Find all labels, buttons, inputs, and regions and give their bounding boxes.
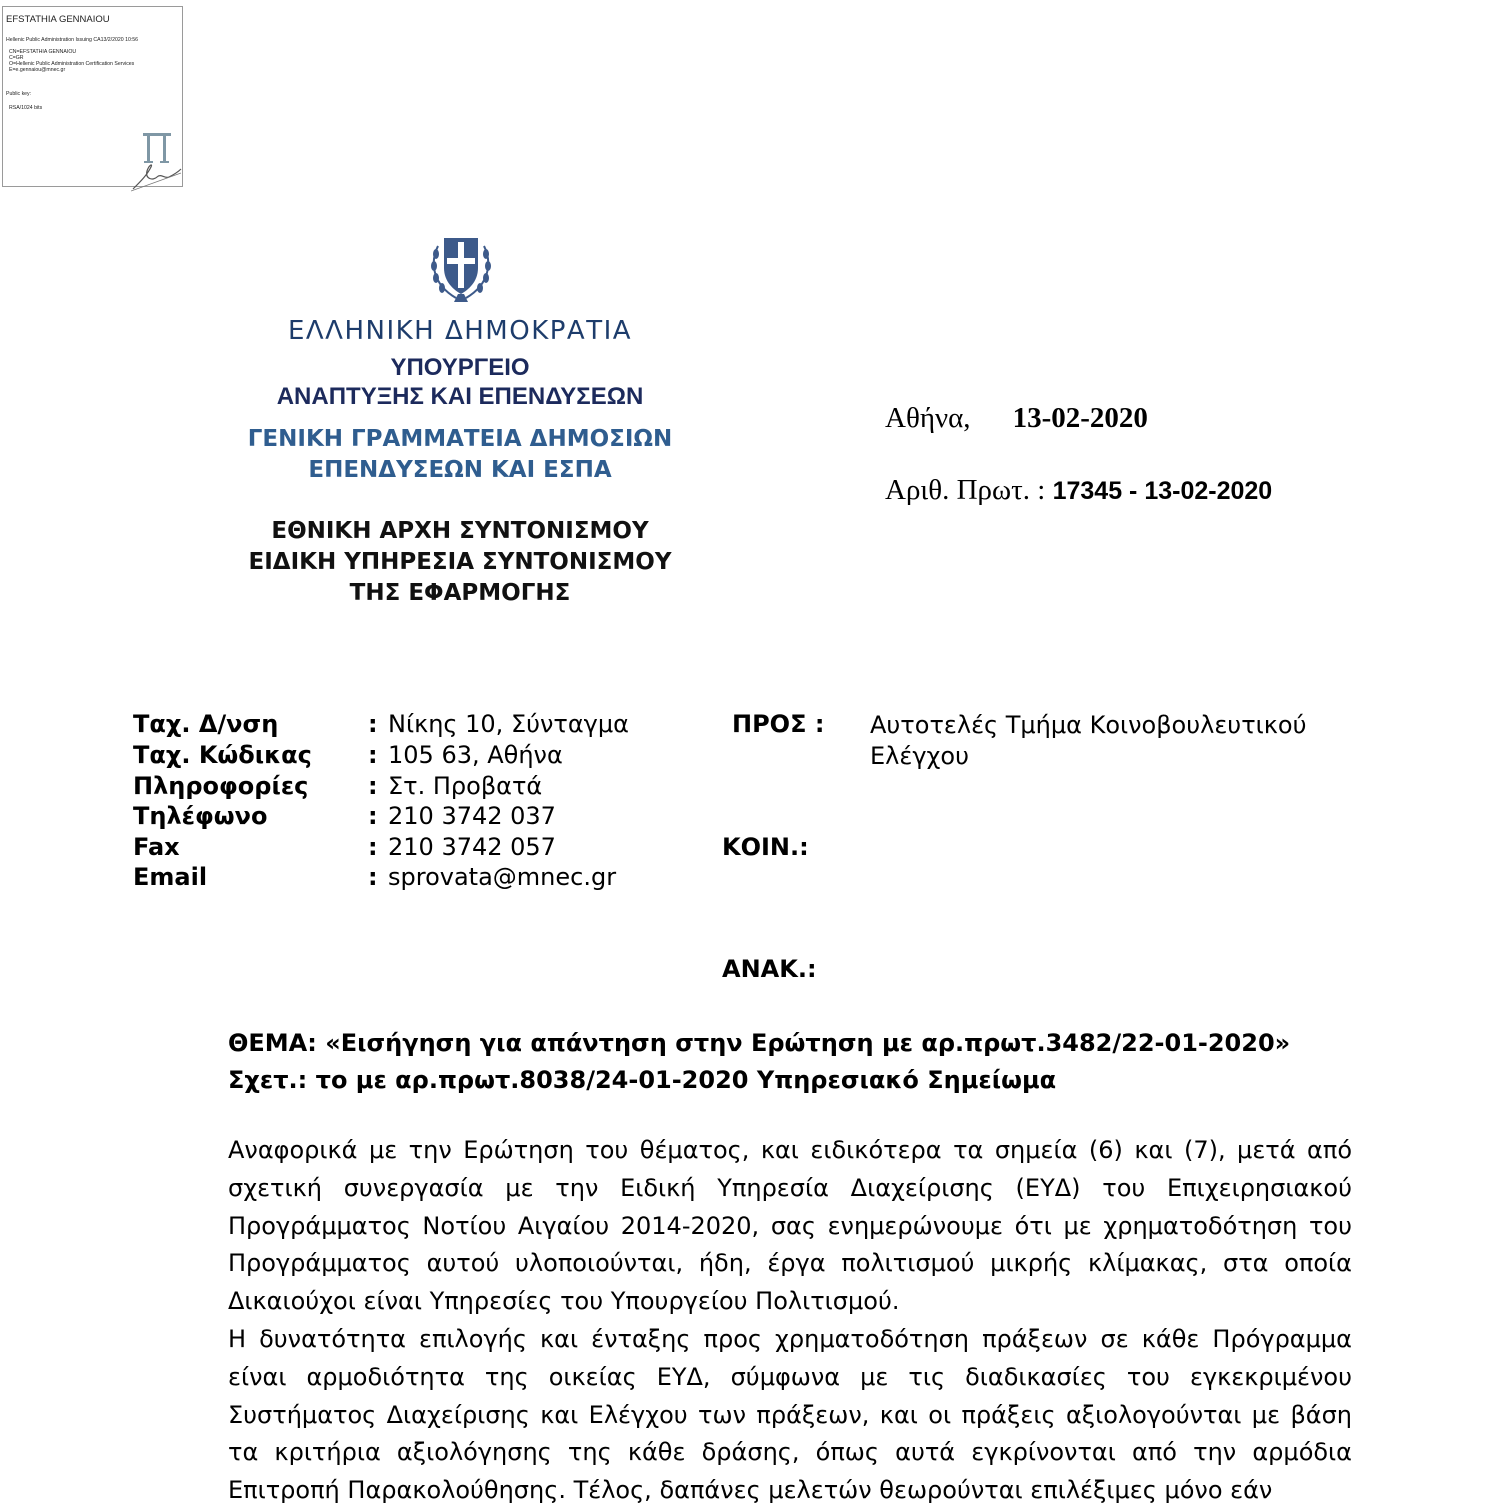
authority-heading-line2: ΕΙΔΙΚΗ ΥΠΗΡΕΣΙΑ ΣΥΝΤΟΝΙΣΜΟΥ — [248, 549, 672, 575]
to-recipient-line2: Ελέγχου — [870, 742, 969, 770]
info-colon: : — [368, 772, 378, 800]
phone-colon: : — [368, 802, 378, 830]
postcode-colon: : — [368, 741, 378, 769]
signature-org: O=Hellenic Public Administration Certification Services — [9, 61, 135, 67]
secretariat-heading-line2: ΕΠΕΝΔΥΣΕΩΝ ΚΑΙ ΕΣΠΑ — [308, 457, 612, 483]
phone-label: Τηλέφωνο — [133, 802, 268, 830]
to-recipient — [870, 710, 1370, 772]
signer-name: EFSTATHIA GENNAIOU — [6, 14, 110, 25]
place-label: Αθήνα, — [885, 402, 971, 434]
info-label: Πληροφορίες — [133, 772, 309, 800]
signature-cn: CN=EFSTATHIA GENNAIOU — [9, 49, 77, 55]
postcode-label: Ταχ. Κώδικας — [133, 741, 312, 769]
authority-heading-line3: ΤΗΣ ΕΦΑΡΜΟΓΗΣ — [349, 580, 571, 606]
body-paragraph-2: Η δυνατότητα επιλογής και ένταξης προς χρηματοδότηση πράξεων σε κάθε Πρόγραμμα είναι αρμοδιότητα της οικείας ΕΥΔ, σύμφωνα με τις διαδικασίες του εγκεκριμένου Συστήματος Διαχείρισης και Ελέγχου των πράξεων, και οι πράξεις αξιολογούνται με βάση τα κριτήρια αξιολόγησης της κάθε δράσης, όπως αυτά εγκρίνονται από την αρμόδια Επιτροπή Παρακολούθησης. Τέλος, δαπάνες μελετών θεωρούνται επιλέξιμες μόνο εάν — [228, 1324, 1352, 1505]
signature-subject — [9, 49, 134, 73]
body-paragraph-1: Αναφορικά με την Ερώτηση του θέματος, και ειδικότερα τα σημεία (6) και (7), μετά από σχετική συνεργασία με την Ειδική Υπηρεσία Διαχείρισης (ΕΥΔ) του Επιχειρησιακού Προγράμματος Νοτίου Αιγαίου 2014-2020, σας ενημερώνουμε ότι με χρηματοδότηση του Προγράμματος αυτού υλοποιούνται, ήδη, έργα πολιτισμού μικρής κλίμακας, στα οποία Δικαιούχοι είναι Υπηρεσίες του Υπουργείου Πολιτισμού. — [228, 1136, 1352, 1316]
subject-line: ΘΕΜΑ: «Εισήγηση για απάντηση στην Ερώτηση με αρ.πρωτ.3482/22-01-2020» — [228, 1029, 1291, 1057]
attachments-label: ΑΝΑΚ.: — [722, 955, 817, 983]
secretariat-heading-line1: ΓΕΝΙΚΗ ΓΡΑΜΜΑΤΕΙΑ ΔΗΜΟΣΙΩΝ — [247, 426, 673, 452]
letter-body — [228, 1132, 1352, 1510]
ministry-heading-line1: ΥΠΟΥΡΓΕΙΟ — [390, 354, 530, 381]
public-key-value: RSA/1024 bits — [9, 105, 43, 111]
fax-colon: : — [368, 833, 378, 861]
signature-email: E=e.gennaiou@mnec.gr — [9, 67, 66, 73]
document-date — [885, 402, 1148, 435]
email-label: Email — [133, 863, 208, 891]
signature-country: C=GR — [9, 55, 24, 61]
phone-value: 210 3742 037 — [388, 802, 556, 830]
to-recipient-line1: Αυτοτελές Τμήμα Κοινοβουλευτικού — [870, 711, 1307, 739]
email-colon: : — [368, 863, 378, 891]
address-colon: : — [368, 710, 378, 738]
cc-label: ΚΟΙΝ.: — [722, 833, 809, 861]
address-label: Ταχ. Δ/νση — [133, 710, 279, 738]
fax-value: 210 3742 057 — [388, 833, 556, 861]
ministry-heading-line2: ΑΝΑΠΤΥΞΗΣ ΚΑΙ ΕΠΕΝΔΥΣΕΩΝ — [276, 383, 644, 410]
fax-label: Fax — [133, 833, 180, 861]
protocol-value: 17345 - 13-02-2020 — [1052, 477, 1273, 505]
digital-signature-box — [2, 6, 183, 187]
hellenic-coat-of-arms-icon — [428, 232, 494, 304]
date-value: 13-02-2020 — [1012, 402, 1148, 434]
to-label: ΠΡΟΣ : — [732, 710, 825, 738]
republic-heading: ΕΛΛΗΝΙΚΗ ΔΗΜΟΚΡΑΤΙΑ — [287, 316, 633, 346]
signature-seal-icon — [131, 123, 183, 193]
email-value: sprovata@mnec.gr — [388, 863, 617, 891]
info-value: Στ. Προβατά — [388, 772, 543, 800]
related-line: Σχετ.: το με αρ.πρωτ.8038/24-01-2020 Υπηρεσιακό Σημείωμα — [228, 1066, 1057, 1094]
address-value: Νίκης 10, Σύνταγμα — [388, 710, 629, 738]
protocol-label: Αριθ. Πρωτ. : — [885, 474, 1046, 506]
signature-issuer: Hellenic Public Administration Issuing CA13/2/2020 10:56 — [6, 37, 139, 43]
public-key-label: Public key: — [6, 91, 32, 97]
postcode-value: 105 63, Αθήνα — [388, 741, 563, 769]
authority-heading-line1: ΕΘΝΙΚΗ ΑΡΧΗ ΣΥΝΤΟΝΙΣΜΟΥ — [271, 518, 649, 544]
protocol-number — [885, 474, 1272, 507]
